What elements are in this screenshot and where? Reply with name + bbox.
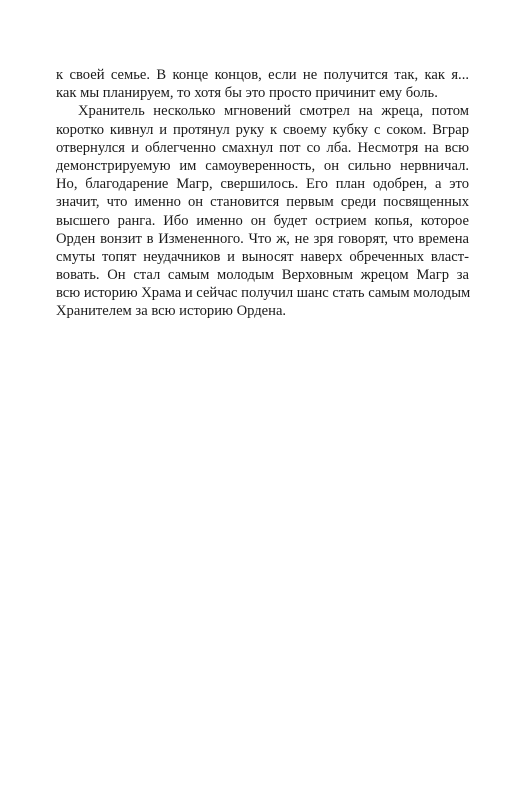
text-line: вовать. Он стал самым молодым Верховным жрецом Магр за (56, 267, 469, 284)
text-line: высшего ранга. Ибо именно он будет острием копья, которое (56, 212, 469, 229)
body-text (56, 66, 469, 321)
text-line: демонстрируемую им самоуверенность, он сильно нервничал. (56, 157, 469, 174)
text-line: всю историю Храма и сейчас получил шанс стать самым молодым (56, 285, 471, 302)
text-line: Но, благодарение Магр, свершилось. Его план одобрен, а это (56, 176, 469, 193)
text-line: коротко кивнул и протянул руку к своему кубку с соком. Вграр (56, 121, 469, 138)
paragraph-first-line: Хранитель несколько мгновений смотрел на жреца, потом (78, 103, 469, 120)
text-line: смуты топят неудачников и выносят наверх обреченных власт- (56, 248, 469, 265)
paragraph-end-line: Хранителем за всю историю Ордена. (56, 303, 287, 320)
text-line: отвернулся и облегченно смахнул пот со лба. Несмотря на всю (56, 139, 469, 156)
paragraph-end-line: как мы планируем, то хотя бы это просто причинит ему боль. (56, 85, 438, 102)
text-line: значит, что именно он становится первым среди посвященных (56, 194, 469, 211)
text-line: Орден вонзит в Измененного. Что ж, не зря говорят, что времена (56, 230, 469, 247)
text-line: к своей семье. В конце концов, если не получится так, как я... (56, 67, 469, 83)
